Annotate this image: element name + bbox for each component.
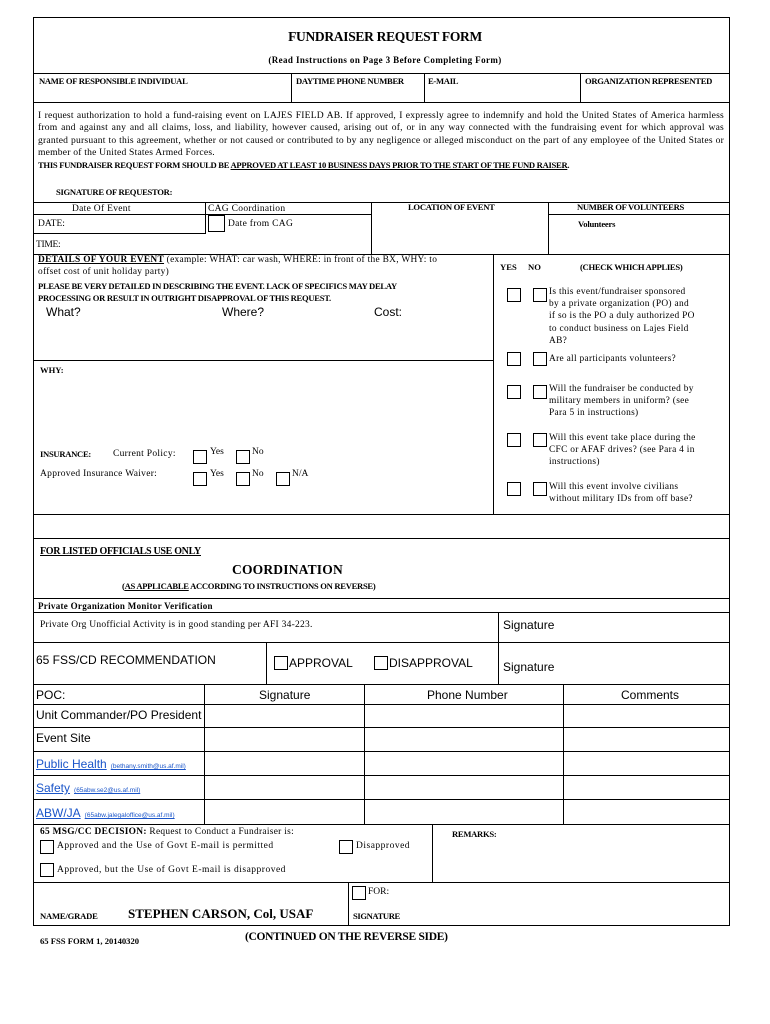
email-label: E-MAIL: [428, 76, 459, 86]
insurance-label: INSURANCE:: [40, 449, 91, 459]
waiver-yes-label: Yes: [210, 469, 224, 479]
q3-line: Para 5 in instructions): [549, 408, 639, 419]
public-health-email[interactable]: (bethany.smith@us.af.mil): [110, 763, 186, 770]
waiver-no-checkbox[interactable]: [236, 472, 250, 486]
date-label: DATE:: [38, 219, 65, 229]
why-label: WHY:: [40, 365, 64, 375]
q5-line: without military IDs from off base?: [549, 494, 693, 505]
volunteers-label: Volunteers: [578, 219, 616, 229]
abw-ja-email[interactable]: (65abw.jalegaloffice@us.af.mil): [84, 812, 175, 819]
org-input[interactable]: [583, 88, 727, 100]
email-input[interactable]: [427, 88, 577, 100]
q2-line: Are all participants volunteers?: [549, 354, 677, 364]
waiver-na-checkbox[interactable]: [276, 472, 290, 486]
notice-prefix: THIS FUNDRAISER REQUEST FORM SHOULD BE: [38, 160, 231, 170]
location-label: LOCATION OF EVENT: [408, 202, 495, 212]
notice-underlined: APPROVED AT LEAST 10 BUSINESS DAYS PRIOR TO THE START OF THE FUND RAISER: [230, 160, 568, 170]
q4-yes-checkbox[interactable]: [507, 433, 521, 447]
q3-no-checkbox[interactable]: [533, 385, 547, 399]
q4-no-checkbox[interactable]: [533, 433, 547, 447]
decision-signature-field[interactable]: [420, 900, 720, 922]
q4-text: [549, 432, 696, 469]
details-example: (example: WHAT: car wash, WHERE: in front of the BX, WHY: to: [164, 255, 438, 265]
waiver-label: Approved Insurance Waiver:: [40, 469, 158, 479]
poc-row-unit-commander: Unit Commander/PO President: [36, 708, 202, 722]
location-input[interactable]: [374, 216, 545, 251]
poc-label: POC:: [36, 688, 66, 702]
pomv-text: Private Org Unofficial Activity is in good standing per AFI 34-223.: [40, 620, 313, 630]
approved-email-checkbox[interactable]: [40, 840, 54, 854]
decision-heading-text: Request to Conduct a Fundraiser is:: [146, 827, 295, 837]
where-label: Where?: [222, 305, 265, 319]
notice-text: [38, 161, 569, 170]
policy-yes-label: Yes: [210, 447, 224, 457]
details-heading: DETAILS OF YOUR EVENT: [38, 255, 165, 265]
phone-input[interactable]: [294, 88, 421, 100]
poc-phone-header: Phone Number: [427, 688, 508, 702]
safety-link[interactable]: Safety: [36, 781, 71, 795]
poc-signature-header: Signature: [259, 688, 311, 702]
q5-line: Will this event involve civilians: [549, 482, 679, 492]
approved-no-email-label: Approved, but the Use of Govt E-mail is disapproved: [57, 865, 286, 875]
official-heading: FOR LISTED OFFICIALS USE ONLY: [40, 546, 201, 557]
date-from-cag-label: Date from CAG: [228, 219, 294, 229]
approved-no-email-checkbox[interactable]: [40, 863, 54, 877]
requestor-signature-field[interactable]: [185, 185, 485, 199]
q1-line: by a private organization (PO) and: [549, 299, 689, 310]
details-heading-line: [38, 256, 437, 265]
q3-line: Will the fundraiser be conducted by: [549, 384, 694, 394]
policy-yes-checkbox[interactable]: [193, 450, 207, 464]
q2-text: [549, 353, 676, 365]
notice-suffix: .: [567, 160, 570, 170]
disapproval-label: DISAPPROVAL: [389, 656, 473, 670]
open-paren: (: [122, 581, 125, 591]
name-input[interactable]: [36, 88, 288, 100]
approval-checkbox[interactable]: [274, 656, 288, 670]
remarks-label: REMARKS:: [452, 829, 497, 839]
public-health-link[interactable]: Public Health: [36, 757, 107, 771]
signature-requestor-label: SIGNATURE OF REQUESTOR:: [56, 187, 173, 197]
date-of-event-label: Date Of Event: [72, 204, 131, 214]
current-policy-label: Current Policy:: [113, 449, 176, 459]
q1-line: if so is the PO a duly authorized PO: [549, 311, 695, 322]
authorization-text: I request authorization to hold a fund-raising event on LAJES FIELD AB. If approved, I expressly agree to indemnify and hold the United States of America harmless from and against any and all claims, loss, and liability, however caused, arising out of, or in any way connected with the fundraising event for which approval was granted pursuant to this agreement, whether or not caused or contributed to by any negligence or alleged misconduct on the part of any employee of the United States or member of the United States Armed Forces.: [38, 110, 724, 159]
checklist-no: NO: [528, 262, 541, 272]
decision-heading-line: [40, 828, 294, 837]
approval-label: APPROVAL: [289, 656, 353, 670]
q3-line: military members in uniform? (see: [549, 396, 690, 407]
why-input[interactable]: [37, 378, 489, 438]
continued-note: (CONTINUED ON THE REVERSE SIDE): [245, 931, 448, 943]
q4-line: Will this event take place during the: [549, 433, 696, 443]
decision-signature-label: SIGNATURE: [353, 911, 400, 921]
org-label: ORGANIZATION REPRESENTED: [585, 76, 713, 86]
q3-text: [549, 383, 694, 420]
poc-row-safety[interactable]: [36, 780, 140, 796]
commander-name: STEPHEN CARSON, Col, USAF: [128, 906, 314, 921]
q5-no-checkbox[interactable]: [533, 482, 547, 496]
name-grade-label: NAME/GRADE: [40, 911, 98, 921]
cost-label: Cost:: [374, 305, 403, 319]
as-applicable-line: [122, 582, 375, 591]
disapproval-checkbox[interactable]: [374, 656, 388, 670]
q5-yes-checkbox[interactable]: [507, 482, 521, 496]
form-title: FUNDRAISER REQUEST FORM: [288, 29, 482, 44]
q1-line: to conduct business on Lajes Field: [549, 323, 689, 334]
form-instructions: (Read Instructions on Page 3 Before Completing Form): [268, 55, 502, 65]
name-label: NAME OF RESPONSIBLE INDIVIDUAL: [39, 76, 188, 86]
for-checkbox[interactable]: [352, 886, 366, 900]
q2-yes-checkbox[interactable]: [507, 352, 521, 366]
q1-line: Is this event/fundraiser sponsored: [549, 287, 686, 297]
checklist-check-which: (CHECK WHICH APPLIES): [580, 262, 683, 272]
cag-coordination-label: CAG Coordination: [208, 204, 286, 214]
phone-label: DAYTIME PHONE NUMBER: [296, 76, 404, 86]
pomv-signature-label: Signature: [503, 618, 555, 632]
q3-yes-checkbox[interactable]: [507, 385, 521, 399]
q2-no-checkbox[interactable]: [533, 352, 547, 366]
fss-recommendation-label: 65 FSS/CD RECOMMENDATION: [36, 653, 216, 667]
time-label: TIME:: [36, 240, 61, 250]
num-volunteers-label: NUMBER OF VOLUNTEERS: [577, 202, 684, 212]
according-text: ACCORDING TO INSTRUCTIONS ON REVERSE): [188, 581, 376, 591]
poc-row-public-health[interactable]: [36, 756, 186, 772]
policy-no-label: No: [252, 447, 264, 457]
what-label: What?: [46, 305, 81, 319]
cag-checkbox[interactable]: [208, 215, 225, 232]
q1-no-checkbox[interactable]: [533, 288, 547, 302]
waiver-yes-checkbox[interactable]: [193, 472, 207, 486]
details-example-2: offset cost of unit holiday party): [38, 267, 170, 277]
q1-yes-checkbox[interactable]: [507, 288, 521, 302]
fss-signature-label: Signature: [503, 660, 555, 674]
pomv-heading: Private Organization Monitor Verification: [38, 601, 213, 611]
details-warning-1: PLEASE BE VERY DETAILED IN DESCRIBING THE EVENT. LACK OF SPECIFICS MAY DELAY: [38, 281, 397, 291]
details-input[interactable]: [37, 322, 489, 358]
q4-line: CFC or AFAF drives? (see Para 4 in: [549, 445, 695, 456]
approved-email-label: Approved and the Use of Govt E-mail is permitted: [57, 841, 274, 851]
as-applicable: AS APPLICABLE: [124, 581, 189, 591]
waiver-no-label: No: [252, 469, 264, 479]
coordination-heading: COORDINATION: [232, 562, 343, 577]
q1-line: AB?: [549, 335, 568, 346]
q4-line: instructions): [549, 457, 600, 468]
q1-text: [549, 286, 695, 347]
form-id: 65 FSS FORM 1, 20140320: [40, 936, 140, 946]
disapproved-checkbox[interactable]: [339, 840, 353, 854]
poc-comments-header: Comments: [621, 688, 680, 702]
poc-row-abw-ja[interactable]: [36, 805, 175, 821]
safety-email[interactable]: (65abw.se2@us.af.mil): [74, 787, 141, 794]
details-warning-2: PROCESSING OR RESULT IN OUTRIGHT DISAPPROVAL OF THIS REQUEST.: [38, 293, 331, 303]
disapproved-label: Disapproved: [356, 841, 411, 851]
abw-ja-link[interactable]: ABW/JA: [36, 806, 81, 820]
decision-heading: 65 MSG/CC DECISION:: [40, 827, 147, 837]
q5-text: [549, 481, 693, 505]
for-label: FOR:: [368, 887, 390, 897]
waiver-na-label: N/A: [292, 469, 309, 479]
poc-row-event-site: Event Site: [36, 731, 91, 745]
policy-no-checkbox[interactable]: [236, 450, 250, 464]
checklist-yes: YES: [500, 262, 517, 272]
